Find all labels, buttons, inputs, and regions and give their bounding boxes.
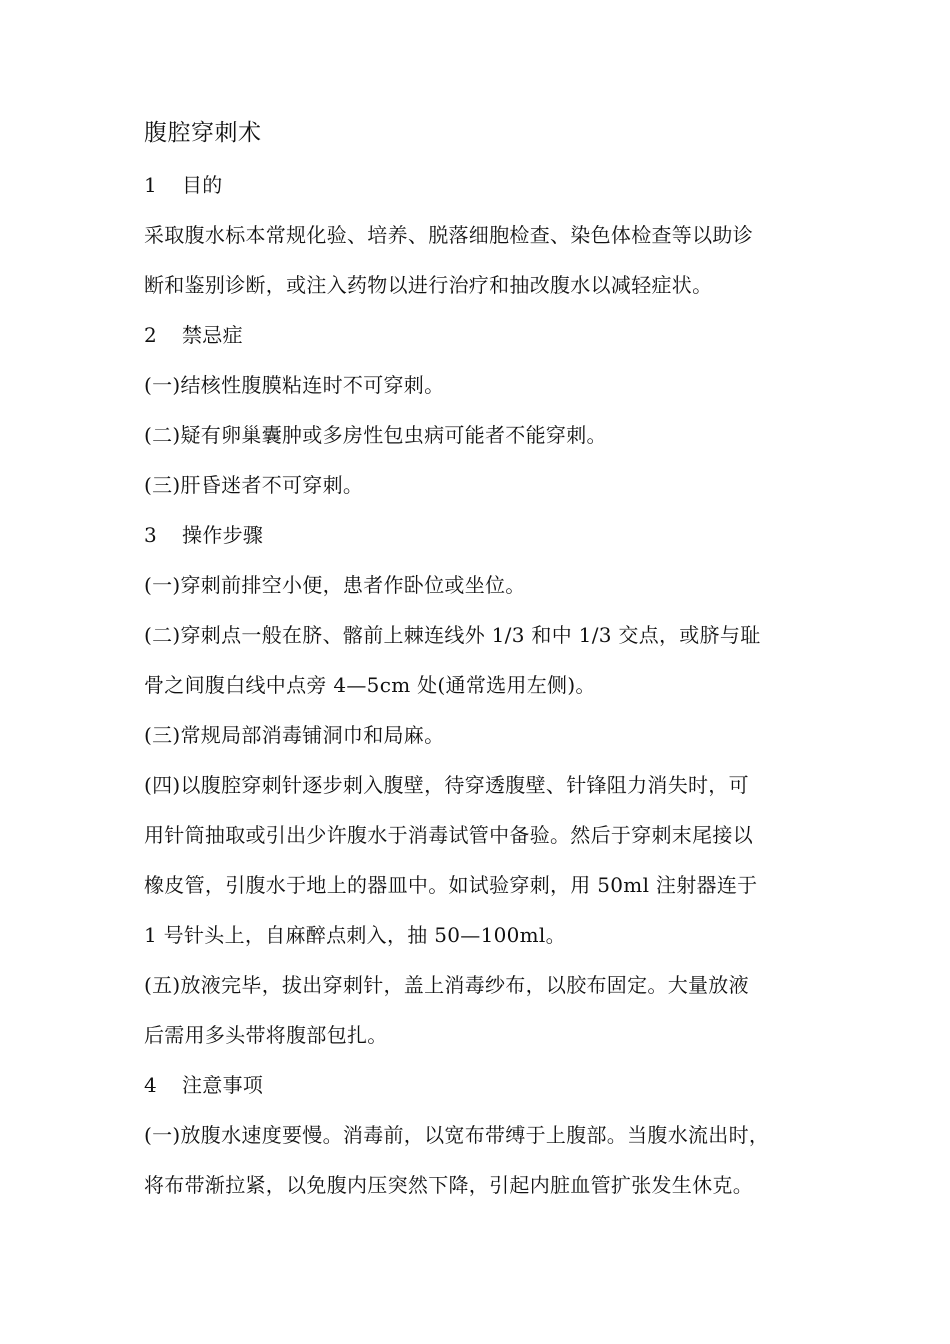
section-heading-procedure xyxy=(144,510,814,560)
document-body xyxy=(144,110,814,1210)
paragraph-line: (一)穿刺前排空小便，患者作卧位或坐位。 xyxy=(144,573,526,597)
paragraph-line: 橡皮管，引腹水于地上的器皿中。如试验穿刺，用 50ml 注射器连于 xyxy=(144,873,758,897)
document-title: 腹腔穿刺术 xyxy=(144,120,262,146)
paragraph-line: 后需用多头带将腹部包扎。 xyxy=(144,1023,388,1047)
section-heading-contraindications xyxy=(144,310,814,360)
paragraph-line: 采取腹水标本常规化验、培养、脱落细胞检查、染色体检查等以助诊 xyxy=(144,223,753,247)
paragraph-line: (五)放液完毕，拔出穿刺针，盖上消毒纱布，以胶布固定。大量放液 xyxy=(144,973,749,997)
paragraph-line: (三)常规局部消毒铺洞巾和局麻。 xyxy=(144,723,445,747)
section-number: 4 xyxy=(144,1073,158,1097)
paragraph-line: (三)肝昏迷者不可穿刺。 xyxy=(144,473,364,497)
section-heading-purpose xyxy=(144,160,814,210)
paragraph-line: (二)穿刺点一般在脐、髂前上棘连线外 1/3 和中 1/3 交点，或脐与耻 xyxy=(144,623,761,647)
section-heading-precautions xyxy=(144,1060,814,1110)
paragraph-line: (一)放腹水速度要慢。消毒前，以宽布带缚于上腹部。当腹水流出时， xyxy=(144,1123,770,1147)
section-number: 2 xyxy=(144,323,158,347)
section-title: 禁忌症 xyxy=(182,323,243,347)
section-title: 操作步骤 xyxy=(182,523,264,547)
section-title: 目的 xyxy=(182,173,223,197)
section-title: 注意事项 xyxy=(182,1073,264,1097)
paragraph-line: 骨之间腹白线中点旁 4—5cm 处(通常选用左侧)。 xyxy=(144,673,596,697)
paragraph-line: 用针筒抽取或引出少许腹水于消毒试管中备验。然后于穿刺末尾接以 xyxy=(144,823,753,847)
paragraph-line: (二)疑有卵巢囊肿或多房性包虫病可能者不能穿刺。 xyxy=(144,423,607,447)
paragraph-line: 1 号针头上，自麻醉点刺入，抽 50—100ml。 xyxy=(144,923,566,947)
paragraph-line: (一)结核性腹膜粘连时不可穿刺。 xyxy=(144,373,445,397)
paragraph-line: (四)以腹腔穿刺针逐步刺入腹壁，待穿透腹壁、针锋阻力消失时，可 xyxy=(144,773,749,797)
section-number: 3 xyxy=(144,523,158,547)
section-number: 1 xyxy=(144,173,158,197)
paragraph-line: 断和鉴别诊断，或注入药物以进行治疗和抽改腹水以减轻症状。 xyxy=(144,273,713,297)
paragraph-line: 将布带渐拉紧，以免腹内压突然下降，引起内脏血管扩张发生休克。 xyxy=(144,1173,753,1197)
